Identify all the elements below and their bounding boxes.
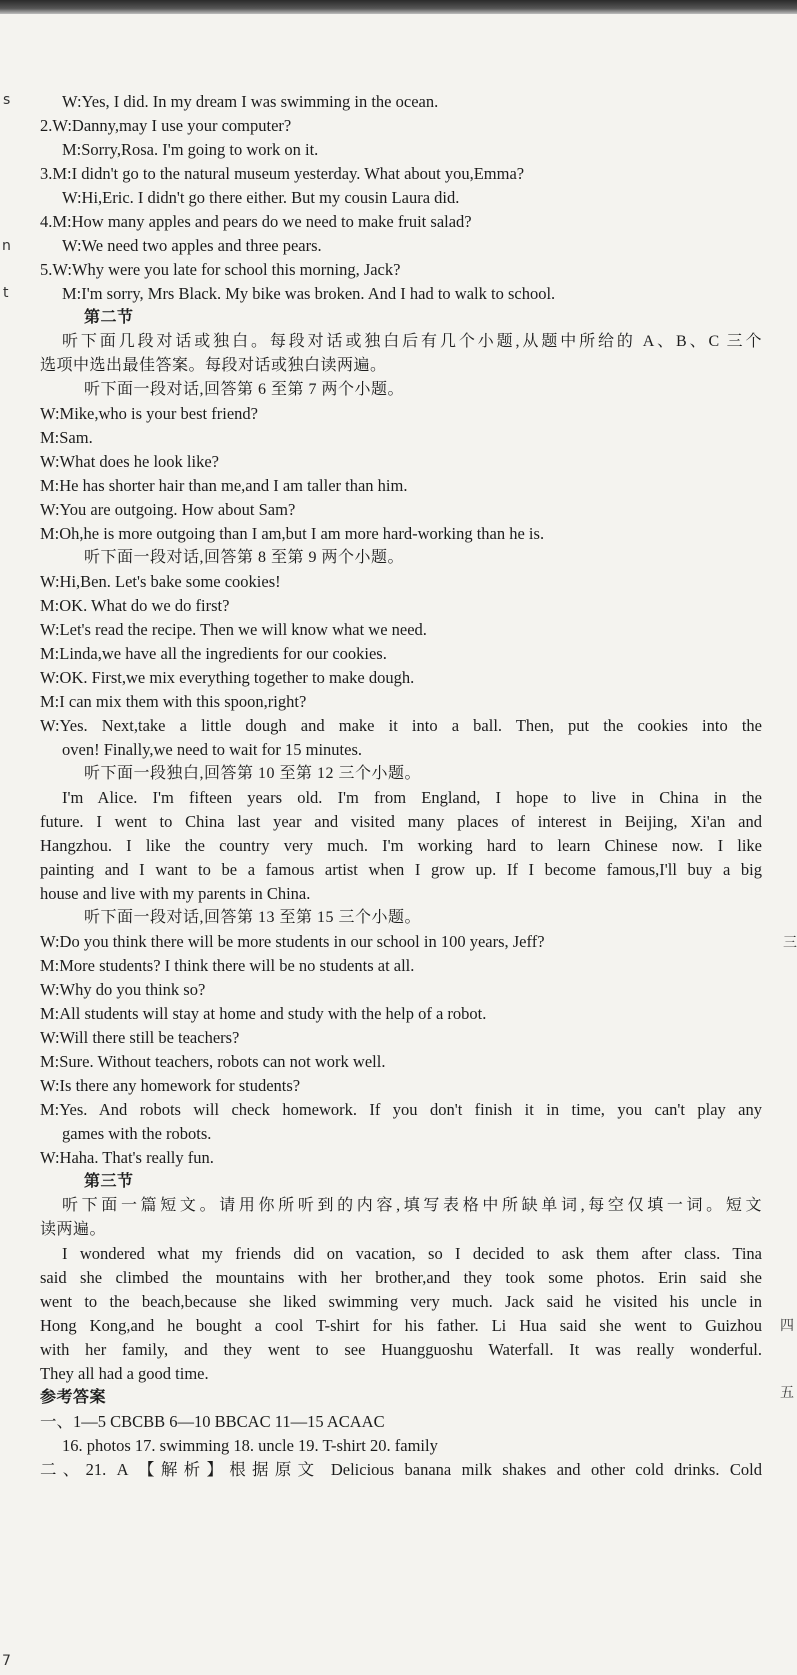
text-line: M:All students will stay at home and study with the help of a robot. [40, 1004, 487, 1023]
text-line: W:Hi,Ben. Let's bake some cookies! [40, 572, 281, 591]
text-line: M:More students? I think there will be no students at all. [40, 956, 415, 975]
text-line: W:OK. First,we mix everything together to make dough. [40, 668, 415, 687]
text-line: W:Haha. That's really fun. [40, 1148, 214, 1167]
text-line: W:You are outgoing. How about Sam? [40, 500, 296, 519]
text-line: M:Linda,we have all the ingredients for our cookies. [40, 644, 387, 663]
text-line: 听下面一段对话,回答第 13 至第 15 三个小题。 [84, 909, 422, 926]
text-line: 第二节 [84, 309, 134, 326]
text-line: M:Sure. Without teachers, robots can not work well. [40, 1052, 386, 1071]
text-line: 一、1—5 CBCBB 6—10 BBCAC 11—15 ACAAC [40, 1412, 385, 1431]
text-line: I wondered what my friends did on vacation, so I decided to ask them after class. Tina [62, 1244, 762, 1263]
text-line: oven! Finally,we need to wait for 15 minutes. [62, 740, 362, 759]
text-line: Hong Kong,and he bought a cool T-shirt for his father. Li Hua said she went to Guizhou [40, 1316, 762, 1335]
text-line: W:Mike,who is your best friend? [40, 404, 258, 423]
text-line: M:Yes. And robots will check homework. If you don't finish it in time, you can't play any [40, 1100, 762, 1119]
text-line: 听下面一段独白,回答第 10 至第 12 三个小题。 [84, 765, 422, 782]
text-line: M:Sorry,Rosa. I'm going to work on it. [62, 140, 319, 159]
text-line: said she climbed the mountains with her brother,and they took some photos. Erin said she [40, 1268, 762, 1287]
text-line: games with the robots. [62, 1124, 212, 1143]
text-line: W:Yes. Next,take a little dough and make it into a ball. Then, put the cookies into the [40, 716, 762, 735]
text-line: painting and I want to be a famous artist when I grow up. If I become famous,I'll buy a big [40, 860, 762, 879]
text-line: 参考答案 [40, 1389, 107, 1406]
text-line: M:He has shorter hair than me,and I am taller than him. [40, 476, 408, 495]
margin-mark: 五 [780, 1385, 794, 1401]
text-line: 4.M:How many apples and pears do we need to make fruit salad? [40, 212, 472, 231]
text-line: 听下面几段对话或独白。每段对话或独白后有几个小题,从题中所给的 A、B、C 三个 [62, 333, 762, 350]
margin-mark: 三 [783, 935, 797, 951]
text-line: 读两遍。 [40, 1221, 107, 1238]
text-line: house and live with my parents in China. [40, 884, 311, 903]
text-line: Hangzhou. I like the country very much. I'm working hard to learn Chinese now. I like [40, 836, 762, 855]
text-line: 二、21. A 【解析】根据原文 Delicious banana milk shakes and other cold drinks. Cold [40, 1460, 762, 1479]
text-line: I'm Alice. I'm fifteen years old. I'm from England, I hope to live in China in the [62, 788, 762, 807]
margin-mark: t [3, 285, 9, 301]
text-line: W:What does he look like? [40, 452, 219, 471]
text-line: W:Is there any homework for students? [40, 1076, 301, 1095]
margin-mark: s [3, 92, 11, 108]
margin-mark: n [2, 238, 11, 254]
text-line: 听下面一段对话,回答第 6 至第 7 两个小题。 [84, 381, 405, 398]
text-line: went to the beach,because she liked swimming very much. Jack said he visited his uncle in [40, 1292, 762, 1311]
text-line: M:I'm sorry, Mrs Black. My bike was broken. And I had to walk to school. [62, 284, 556, 303]
margin-mark: 7 [2, 1653, 11, 1669]
text-line: M:OK. What do we do first? [40, 596, 230, 615]
text-line: W:We need two apples and three pears. [62, 236, 322, 255]
text-line: They all had a good time. [40, 1364, 209, 1383]
text-line: 5.W:Why were you late for school this morning, Jack? [40, 260, 401, 279]
text-line: W:Why do you think so? [40, 980, 206, 999]
text-line: 第三节 [84, 1173, 134, 1190]
text-line: 选项中选出最佳答案。每段对话或独白读两遍。 [40, 357, 387, 374]
text-line: 听下面一段对话,回答第 8 至第 9 两个小题。 [84, 549, 405, 566]
text-line: with her family, and they went to see Huangguoshu Waterfall. It was really wonderful. [40, 1340, 762, 1359]
text-line: W:Hi,Eric. I didn't go there either. But my cousin Laura did. [62, 188, 460, 207]
text-line: 16. photos 17. swimming 18. uncle 19. T-shirt 20. family [62, 1436, 438, 1455]
text-line: W:Do you think there will be more students in our school in 100 years, Jeff? [40, 932, 545, 951]
text-line: W:Will there still be teachers? [40, 1028, 240, 1047]
text-line: M:Sam. [40, 428, 93, 447]
text-line: future. I went to China last year and visited many places of interest in Beijing, Xi'an and [40, 812, 762, 831]
text-line: 3.M:I didn't go to the natural museum yesterday. What about you,Emma? [40, 164, 525, 183]
margin-mark: 四 [780, 1318, 794, 1334]
text-line: W:Let's read the recipe. Then we will know what we need. [40, 620, 427, 639]
text-line: M:Oh,he is more outgoing than I am,but I am more hard-working than he is. [40, 524, 545, 543]
text-line: 2.W:Danny,may I use your computer? [40, 116, 292, 135]
text-line: 听下面一篇短文。请用你所听到的内容,填写表格中所缺单词,每空仅填一词。短文 [62, 1197, 762, 1214]
text-line: M:I can mix them with this spoon,right? [40, 692, 307, 711]
text-line: W:Yes, I did. In my dream I was swimming in the ocean. [62, 92, 439, 111]
